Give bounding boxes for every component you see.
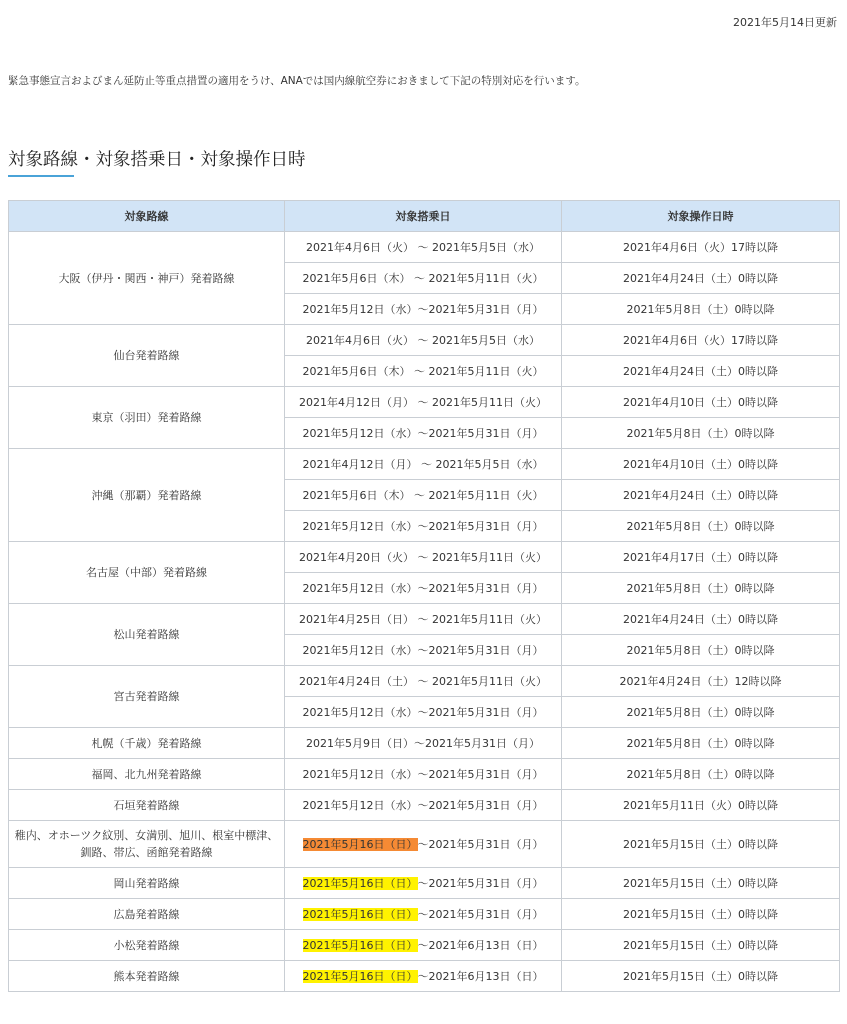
operation-datetime-cell: 2021年5月8日（土）0時以降: [562, 573, 840, 604]
route-cell: 松山発着路線: [9, 604, 285, 666]
operation-datetime-cell: 2021年4月17日（土）0時以降: [562, 542, 840, 573]
boarding-date-cell: 2021年4月24日（土） ～ 2021年5月11日（火）: [285, 666, 562, 697]
boarding-date-cell: 2021年5月6日（木） ～ 2021年5月11日（火）: [285, 480, 562, 511]
intro-text: 緊急事態宣言およびまん延防止等重点措置の適用をうけ、ANAでは国内線航空券におきまして下記の特別対応を行います。: [8, 75, 586, 87]
operation-datetime-cell: 2021年5月8日（土）0時以降: [562, 511, 840, 542]
route-cell: 札幌（千歳）発着路線: [9, 728, 285, 759]
end-date: ～2021年5月31日（月）: [417, 838, 544, 851]
route-cell: 東京（羽田）発着路線: [9, 387, 285, 449]
highlighted-start-date: 2021年5月16日（日）: [302, 908, 418, 921]
boarding-date-cell: [285, 868, 562, 899]
table-row: [9, 821, 840, 868]
operation-datetime-cell: 2021年4月24日（土）0時以降: [562, 263, 840, 294]
boarding-date-cell: 2021年5月12日（水）～2021年5月31日（月）: [285, 511, 562, 542]
end-date: ～2021年6月13日（日）: [417, 939, 544, 952]
boarding-date-cell: 2021年5月12日（水）～2021年5月31日（月）: [285, 294, 562, 325]
highlighted-start-date: 2021年5月16日（日）: [302, 939, 418, 952]
boarding-date-cell: 2021年5月6日（木） ～ 2021年5月11日（火）: [285, 263, 562, 294]
table-row: [9, 728, 840, 759]
operation-datetime-cell: 2021年4月6日（火）17時以降: [562, 232, 840, 263]
route-cell: 大阪（伊丹・関西・神戸）発着路線: [9, 232, 285, 325]
operation-datetime-cell: 2021年4月24日（土）0時以降: [562, 604, 840, 635]
boarding-date-cell: 2021年5月12日（水）～2021年5月31日（月）: [285, 418, 562, 449]
table-row: [9, 930, 840, 961]
operation-datetime-cell: 2021年4月24日（土）12時以降: [562, 666, 840, 697]
operation-datetime-cell: 2021年5月8日（土）0時以降: [562, 418, 840, 449]
boarding-date-cell: 2021年5月9日（日）～2021年5月31日（月）: [285, 728, 562, 759]
boarding-date-cell: 2021年5月12日（水）～2021年5月31日（月）: [285, 573, 562, 604]
operation-datetime-cell: 2021年5月8日（土）0時以降: [562, 294, 840, 325]
boarding-date-cell: 2021年4月12日（月） ～ 2021年5月11日（火）: [285, 387, 562, 418]
route-cell: 仙台発着路線: [9, 325, 285, 387]
end-date: ～2021年5月31日（月）: [417, 908, 544, 921]
updated-date: 2021年5月14日更新: [733, 16, 837, 29]
routes-table: [8, 200, 840, 992]
highlighted-start-date: 2021年5月16日（日）: [302, 838, 418, 851]
boarding-date-cell: [285, 821, 562, 868]
table-row: [9, 449, 840, 480]
table-row: [9, 899, 840, 930]
operation-datetime-cell: 2021年5月15日（土）0時以降: [562, 961, 840, 992]
boarding-date-cell: 2021年4月6日（火） ～ 2021年5月5日（水）: [285, 232, 562, 263]
header-operation-datetime: 対象操作日時: [562, 201, 840, 232]
title-underline: [8, 175, 74, 177]
operation-datetime-cell: 2021年4月24日（土）0時以降: [562, 356, 840, 387]
section-title: 対象路線・対象搭乗日・対象操作日時: [8, 150, 306, 170]
route-cell: 熊本発着路線: [9, 961, 285, 992]
highlighted-start-date: 2021年5月16日（日）: [302, 970, 418, 983]
table-row: [9, 542, 840, 573]
boarding-date-cell: 2021年5月12日（水）～2021年5月31日（月）: [285, 759, 562, 790]
route-cell: 岡山発着路線: [9, 868, 285, 899]
boarding-date-cell: 2021年4月20日（火） ～ 2021年5月11日（火）: [285, 542, 562, 573]
route-cell: 石垣発着路線: [9, 790, 285, 821]
header-route: 対象路線: [9, 201, 285, 232]
operation-datetime-cell: 2021年4月10日（土）0時以降: [562, 387, 840, 418]
table-header-row: [9, 201, 840, 232]
boarding-date-cell: 2021年4月12日（月） ～ 2021年5月5日（水）: [285, 449, 562, 480]
operation-datetime-cell: 2021年4月6日（火）17時以降: [562, 325, 840, 356]
boarding-date-cell: 2021年5月12日（水）～2021年5月31日（月）: [285, 697, 562, 728]
route-cell: 小松発着路線: [9, 930, 285, 961]
boarding-date-cell: [285, 961, 562, 992]
table-body: [9, 232, 840, 992]
operation-datetime-cell: 2021年5月15日（土）0時以降: [562, 868, 840, 899]
route-cell: 広島発着路線: [9, 899, 285, 930]
boarding-date-cell: [285, 930, 562, 961]
route-cell: 名古屋（中部）発着路線: [9, 542, 285, 604]
operation-datetime-cell: 2021年5月15日（土）0時以降: [562, 821, 840, 868]
boarding-date-cell: 2021年4月25日（日） ～ 2021年5月11日（火）: [285, 604, 562, 635]
header-boarding-date: 対象搭乗日: [285, 201, 562, 232]
route-cell: 沖縄（那覇）発着路線: [9, 449, 285, 542]
end-date: ～2021年6月13日（日）: [417, 970, 544, 983]
table-row: [9, 325, 840, 356]
operation-datetime-cell: 2021年5月11日（火）0時以降: [562, 790, 840, 821]
route-cell: 宮古発着路線: [9, 666, 285, 728]
route-cell: 福岡、北九州発着路線: [9, 759, 285, 790]
operation-datetime-cell: 2021年5月15日（土）0時以降: [562, 899, 840, 930]
operation-datetime-cell: 2021年5月8日（土）0時以降: [562, 697, 840, 728]
operation-datetime-cell: 2021年5月8日（土）0時以降: [562, 728, 840, 759]
operation-datetime-cell: 2021年5月8日（土）0時以降: [562, 759, 840, 790]
table-row: [9, 790, 840, 821]
table-row: [9, 232, 840, 263]
table-row: [9, 961, 840, 992]
highlighted-start-date: 2021年5月16日（日）: [302, 877, 418, 890]
table-row: [9, 759, 840, 790]
route-cell: 稚内、オホーツク紋別、女満別、旭川、根室中標津、釧路、帯広、函館発着路線: [9, 821, 285, 868]
end-date: ～2021年5月31日（月）: [417, 877, 544, 890]
operation-datetime-cell: 2021年4月10日（土）0時以降: [562, 449, 840, 480]
boarding-date-cell: 2021年4月6日（火） ～ 2021年5月5日（水）: [285, 325, 562, 356]
boarding-date-cell: 2021年5月6日（木） ～ 2021年5月11日（火）: [285, 356, 562, 387]
operation-datetime-cell: 2021年4月24日（土）0時以降: [562, 480, 840, 511]
boarding-date-cell: 2021年5月12日（水）～2021年5月31日（月）: [285, 635, 562, 666]
operation-datetime-cell: 2021年5月15日（土）0時以降: [562, 930, 840, 961]
operation-datetime-cell: 2021年5月8日（土）0時以降: [562, 635, 840, 666]
table-row: [9, 387, 840, 418]
boarding-date-cell: 2021年5月12日（水）～2021年5月31日（月）: [285, 790, 562, 821]
table-row: [9, 666, 840, 697]
table-row: [9, 604, 840, 635]
boarding-date-cell: [285, 899, 562, 930]
table-row: [9, 868, 840, 899]
